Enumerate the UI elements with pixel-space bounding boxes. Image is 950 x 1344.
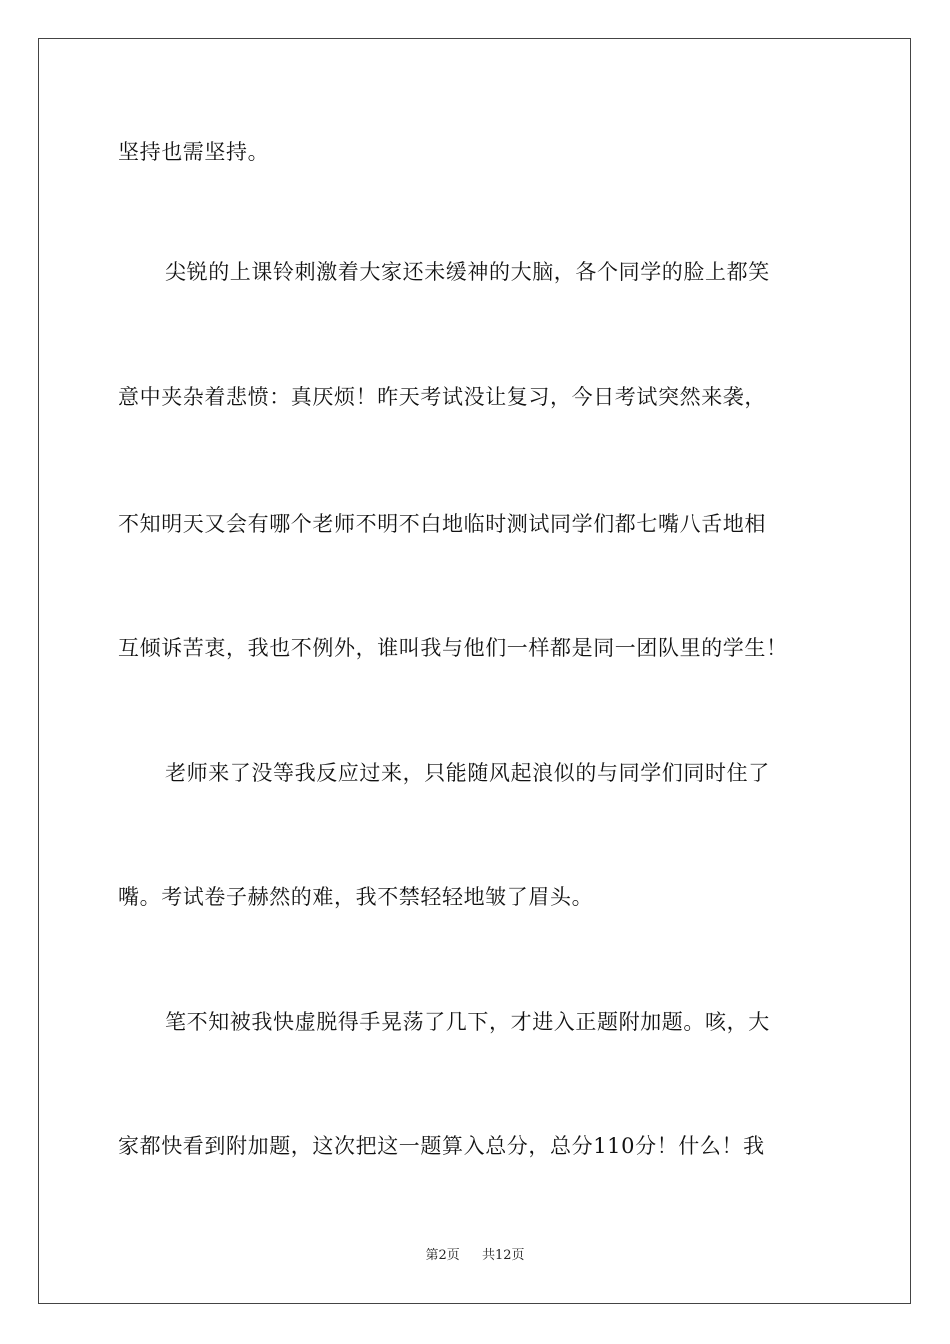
paragraph-start-line: 尖锐的上课铃刺激着大家还未缓神的大脑，各个同学的脸上都笑 [165,260,770,284]
paragraph-start-line: 老师来了没等我反应过来，只能随风起浪似的与同学们同时住了 [165,761,770,785]
text-line: 家都快看到附加题，这次把这一题算入总分，总分110分！什么！我 [118,1134,765,1158]
page-footer [0,1247,950,1265]
text-line: 意中夹杂着悲愤：真厌烦！昨天考试没让复习，今日考试突然来袭， [118,385,766,409]
text-line: 不知明天又会有哪个老师不明不白地临时测试同学们都七嘴八舌地相 [118,512,766,536]
page-border [38,38,911,1304]
paragraph-start-line: 笔不知被我快虚脱得手晃荡了几下，才进入正题附加题。咳，大 [165,1010,770,1034]
page-total: 共12页 [482,1248,525,1263]
page-number: 第2页 [425,1248,460,1263]
text-line: 坚持也需坚持。 [118,140,270,164]
text-line: 嘴。考试卷子赫然的难，我不禁轻轻地皱了眉头。 [118,885,594,909]
text-line: 互倾诉苦衷，我也不例外，谁叫我与他们一样都是同一团队里的学生！ [118,636,788,660]
